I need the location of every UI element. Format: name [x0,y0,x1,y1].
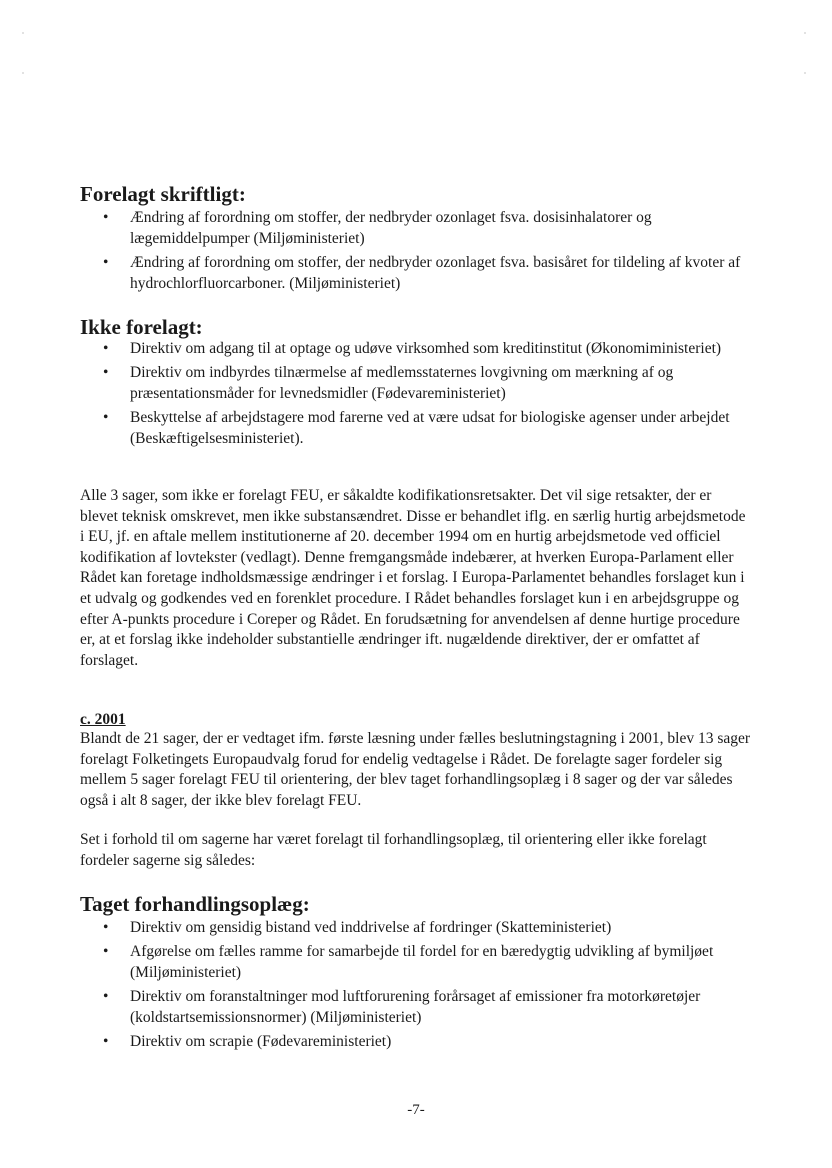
section-heading-not-submitted: Ikke forelagt: [80,315,203,339]
year-section-paragraph: Blandt de 21 sager, der er vedtaget ifm. første læsning under fælles beslutningstagning i 2001, blev 13 sager forelagt Folketingets Europaudvalg forud for endelig vedtagelse i Rådet. De forelagte sager fordeler sig mellem 5 sager forelagt FEU til orientering, der blev taget forhandlingsoplæg i 8 sager og der var således også i alt 8 sager, der ikke blev forelagt FEU. [80,730,751,809]
list-item: • Ændring af forordning om stoffer, der nedbryder ozonlaget fsva. basisåret for tildeling af kvoter af hydrochlorfluorcarboner. (Miljøministeriet) [80,252,752,294]
list-item: • Direktiv om indbyrdes tilnærmelse af medlemsstaternes lovgivning om mærkning af og præsentationsmåder for levnedsmidler (Fødevareministeriet) [80,362,752,404]
not-submitted-list [80,338,752,452]
scan-speck [804,72,806,74]
year-section-heading: c. 2001 [80,711,126,728]
list-item: • Direktiv om adgang til at optage og udøve virksomhed som kreditinstitut (Økonomiministeriet) [80,338,752,359]
list-item: • Direktiv om foranstaltninger mod luftforurening forårsaget af emissioner fra motorkøretøjer (koldstartsemissionsnormer) (Miljøministeriet) [80,986,752,1028]
list-item: • Beskyttelse af arbejdstagere mod farerne ved at være udsat for biologiske agenser under arbejdet (Beskæftigelsesministeriet). [80,407,752,449]
written-list [80,207,752,297]
codification-paragraph: Alle 3 sager, som ikke er forelagt FEU, er såkaldte kodifikationsretsakter. Det vil sige retsakter, der er blevet teknisk omskrevet, men ikke substansændret. Disse er behandlet iflg. en særlig hurtig arbejdsmetode i EU, jf. en aftale mellem institutionerne af 20. december 1994 om en hurtig arbejdsmetode ved officiel kodifikation af lovtekster (vedlagt). Denne fremgangsmåde indebærer, at hverken Europa-Parlament eller Rådet kan foretage indholdsmæssige ændringer i et forslag. I Europa-Parlamentet behandles forslaget kun i et udvalg og godkendes ved en forenklet procedure. I Rådet behandles forslaget kun i en arbejdsgruppe og efter A-punkts procedure i Coreper og Rådet. En forudsætning for anvendelsen af denne hurtige procedure er, at et forslag ikke indeholder substantielle ændringer ift. nugældende direktiver, der er omfattet af forslaget. [80,487,746,669]
mandate-list [80,917,752,1055]
distribution-paragraph: Set i forhold til om sagerne har været forelagt til forhandlingsoplæg, til orientering eller ikke forelagt fordeler sagerne sig således: [80,831,707,869]
page-number: -7- [407,1102,425,1118]
list-item: • Ændring af forordning om stoffer, der nedbryder ozonlaget fsva. dosisinhalatorer og lægemiddelpumper (Miljøministeriet) [80,207,752,249]
list-item: • Direktiv om gensidig bistand ved inddrivelse af fordringer (Skatteministeriet) [80,917,752,938]
scan-speck [22,32,24,34]
section-heading-mandate: Taget forhandlingsoplæg: [80,892,310,916]
scan-speck [22,72,24,74]
scan-speck [804,32,806,34]
list-item: • Afgørelse om fælles ramme for samarbejde til fordel for en bæredygtig udvikling af bymiljøet (Miljøministeriet) [80,941,752,983]
section-heading-written: Forelagt skriftligt: [80,182,246,206]
list-item: • Direktiv om scrapie (Fødevareministeriet) [80,1031,752,1052]
